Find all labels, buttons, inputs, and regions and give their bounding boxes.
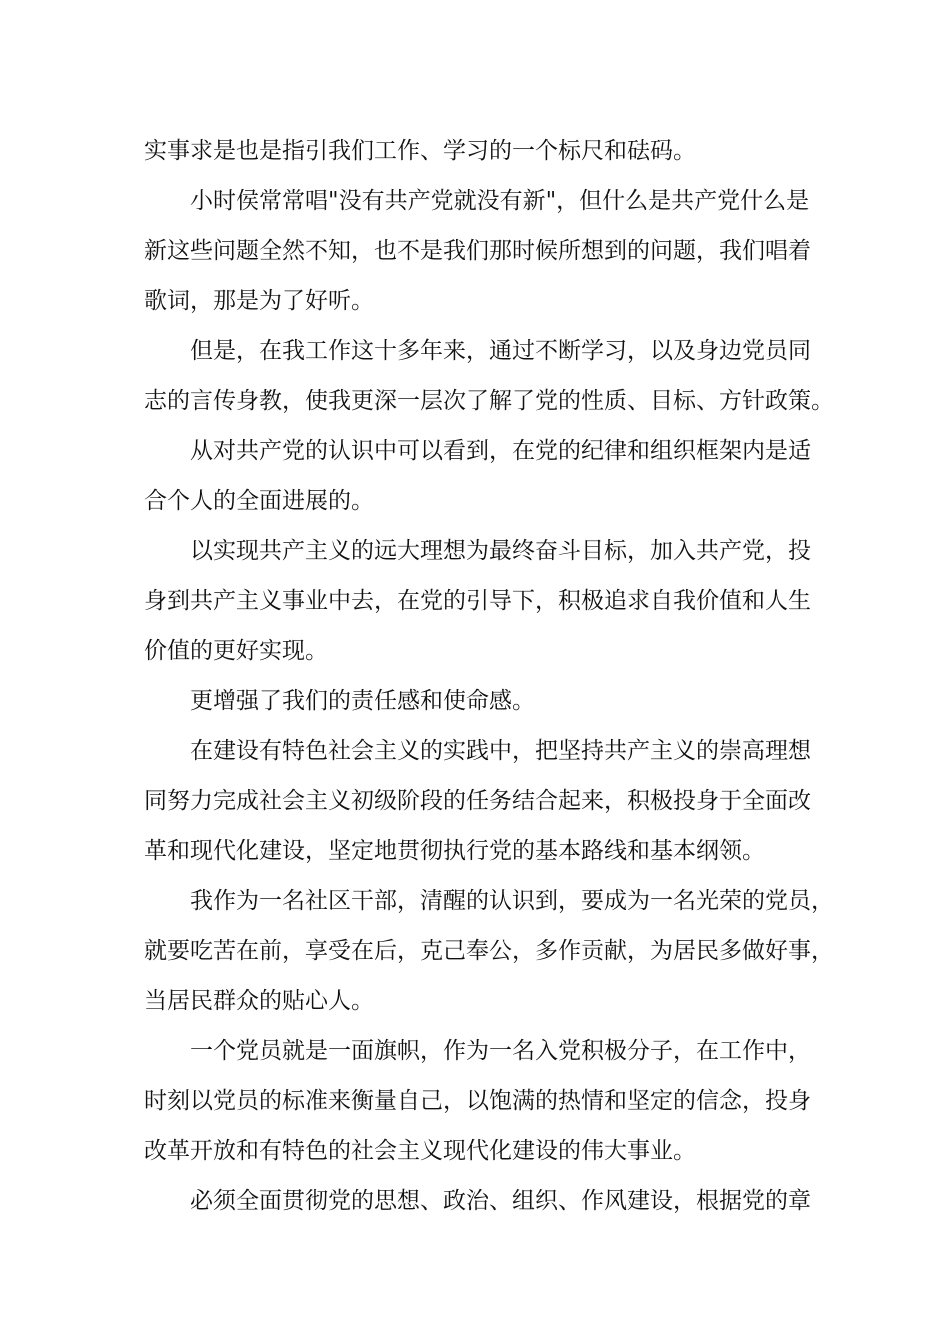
text-line: 价值的更好实现。 — [144, 638, 328, 664]
text-line: 志的言传身教，使我更深一层次了解了党的性质、目标、方针政策。 — [144, 388, 834, 414]
text-line: 就要吃苦在前，享受在后，克己奉公，多作贡献，为居民多做好事， — [144, 938, 834, 964]
text-line: 革和现代化建设，坚定地贯彻执行党的基本路线和基本纲领。 — [144, 838, 765, 864]
paragraph-first-line: 小时侯常常唱"没有共产党就没有新"，但什么是共产党什么是 — [190, 188, 810, 214]
paragraph-first-line: 我作为一名社区干部，清醒的认识到，要成为一名光荣的党员， — [190, 888, 834, 914]
text-line: 合个人的全面进展的。 — [144, 488, 374, 514]
text-line: 时刻以党员的标准来衡量自己，以饱满的热情和坚定的信念，投身 — [144, 1088, 811, 1114]
paragraph-first-line: 更增强了我们的责任感和使命感。 — [190, 688, 535, 714]
paragraph-first-line: 以实现共产主义的远大理想为最终奋斗目标，加入共产党，投 — [190, 538, 811, 564]
text-line: 新这些问题全然不知，也不是我们那时候所想到的问题，我们唱着 — [144, 238, 811, 264]
paragraph-first-line: 一个党员就是一面旗帜，作为一名入党积极分子，在工作中， — [190, 1038, 811, 1064]
text-line: 歌词，那是为了好听。 — [144, 288, 374, 314]
paragraph-first-line: 必须全面贯彻党的思想、政治、组织、作风建设，根据党的章 — [190, 1188, 811, 1214]
text-line: 同努力完成社会主义初级阶段的任务结合起来，积极投身于全面改 — [144, 788, 811, 814]
text-line: 身到共产主义事业中去，在党的引导下，积极追求自我价值和人生 — [144, 588, 811, 614]
text-line: 实事求是也是指引我们工作、学习的一个标尺和砝码。 — [144, 138, 696, 164]
paragraph-first-line: 在建设有特色社会主义的实践中，把坚持共产主义的崇高理想 — [190, 738, 811, 764]
text-line: 改革开放和有特色的社会主义现代化建设的伟大事业。 — [144, 1138, 696, 1164]
text-line: 当居民群众的贴心人。 — [144, 988, 374, 1014]
paragraph-first-line: 但是，在我工作这十多年来，通过不断学习，以及身边党员同 — [190, 338, 811, 364]
paragraph-first-line: 从对共产党的认识中可以看到，在党的纪律和组织框架内是适 — [190, 438, 811, 464]
